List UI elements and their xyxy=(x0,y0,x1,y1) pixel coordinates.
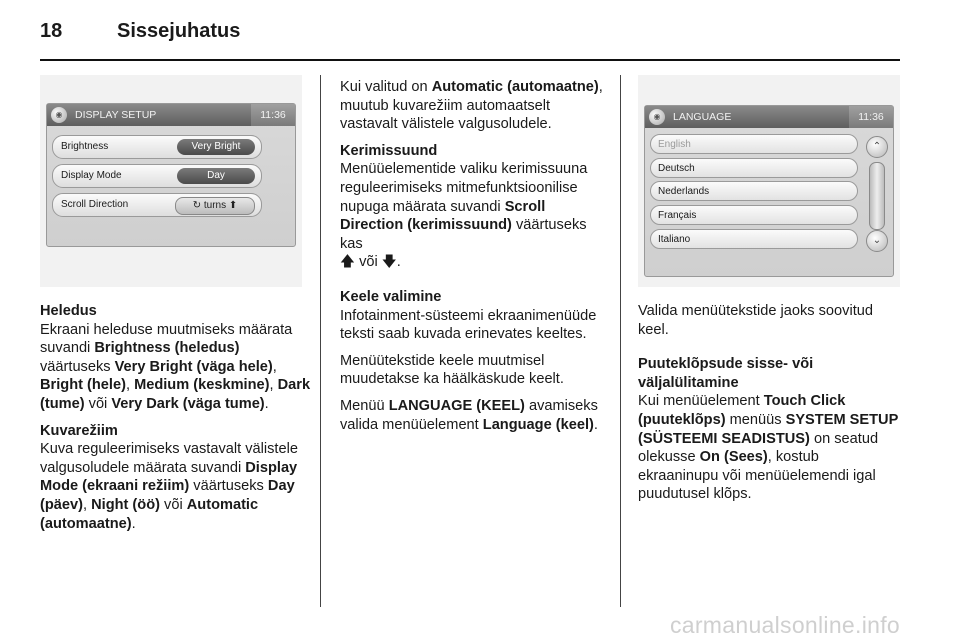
term: Medium (keskmine) xyxy=(134,377,270,394)
text: Kui valitud on xyxy=(340,79,432,95)
column-divider xyxy=(320,75,321,607)
display-setup-screen xyxy=(46,103,296,247)
page-number: 18 xyxy=(40,20,63,42)
menu-icon: ◉ xyxy=(649,109,665,125)
text: on seatud olekusse xyxy=(638,430,879,466)
heledus-section xyxy=(40,302,312,414)
text: , xyxy=(272,358,277,375)
touch-section xyxy=(638,355,903,504)
screen-time: 11:36 xyxy=(849,106,893,128)
column-3 xyxy=(638,302,903,512)
rotate-icon: ↻ xyxy=(192,200,204,211)
display-mode-row[interactable] xyxy=(52,164,262,188)
row-label: Display Mode xyxy=(61,170,122,181)
text: väärtuseks xyxy=(189,478,268,495)
text: , xyxy=(269,377,278,394)
row-value xyxy=(175,197,255,215)
text: , kostub ekraaninupu või menüüelemendi igal puudutusel klõps. xyxy=(638,449,876,503)
row-label: Scroll Direction xyxy=(61,199,129,210)
scrollbar[interactable] xyxy=(869,162,885,230)
text: . xyxy=(593,416,598,433)
term: Touch Click (puuteklõps) xyxy=(638,393,846,428)
term: Display Mode (ekraani režiim) xyxy=(40,459,298,495)
term: Night (öö) xyxy=(91,496,160,513)
heledus-heading: Heledus xyxy=(40,303,97,319)
text: Kui menüüelement xyxy=(638,393,764,410)
term: Dark (tume) xyxy=(40,377,311,412)
kerimissuund-section xyxy=(340,142,606,272)
watermark: carmanualsonline.info xyxy=(669,612,900,638)
text: väärtuseks kas xyxy=(340,217,587,252)
text: , muutub kuvarežiim automaatselt vastavalt välistele valgusoludele. xyxy=(340,79,603,133)
term: Very Dark (väga tume) xyxy=(111,395,265,412)
term: Scroll Direction (kerimissuund) xyxy=(340,198,546,234)
row-value: Very Bright xyxy=(177,139,255,155)
term: LANGUAGE (KEEL) xyxy=(388,397,525,414)
row-value-text: turns xyxy=(203,200,227,211)
header-rule xyxy=(40,59,900,61)
column-2 xyxy=(340,78,606,442)
language-screen xyxy=(644,105,894,277)
screen-title: DISPLAY SETUP xyxy=(75,109,157,121)
display-setup-illustration xyxy=(40,75,302,287)
language-item-nederlands[interactable]: Nederlands xyxy=(650,181,858,201)
language-item-english[interactable]: English xyxy=(650,134,858,154)
scroll-up-icon[interactable]: ⌃ xyxy=(866,136,888,158)
language-illustration xyxy=(638,75,900,287)
text: või xyxy=(159,496,187,513)
text: , xyxy=(125,377,135,394)
term: Day (päev) xyxy=(40,478,295,513)
text: . xyxy=(396,254,401,271)
screen-titlebar xyxy=(645,106,893,128)
text: Infotainment-süsteemi ekraanimenüüde teksti saab kuvada erinevates keeltes. xyxy=(340,307,597,343)
term: On (Sees) xyxy=(699,449,768,466)
term: Language (keel) xyxy=(482,416,594,433)
term: Very Bright (väga hele) xyxy=(114,358,273,375)
text: väärtuseks xyxy=(40,358,115,375)
keele-paragraph-3 xyxy=(340,397,606,434)
text: . xyxy=(131,515,136,532)
scroll-direction-row[interactable] xyxy=(52,193,262,217)
scroll-down-icon[interactable]: ⌄ xyxy=(866,230,888,252)
language-item-francais[interactable]: Français xyxy=(650,205,858,225)
text: või xyxy=(84,395,112,412)
kuvarezhiim-section xyxy=(40,422,312,534)
text: Menüüelementide valiku kerimissuuna reguleerimiseks mitmefunktsioonilise nupuga määrata suvandi xyxy=(340,161,588,215)
column-divider xyxy=(620,75,621,607)
valida-paragraph: Valida menüütekstide jaoks soovitud keel. xyxy=(638,303,873,338)
text: Kuva reguleerimiseks vastavalt välistele valgusoludele määrata suvandi xyxy=(40,441,298,476)
brightness-row[interactable] xyxy=(52,135,262,159)
touch-heading: Puuteklõpsude sisse- või väljalülitamine xyxy=(638,356,814,391)
keele-heading: Keele valimine xyxy=(340,288,442,305)
screen-titlebar xyxy=(47,104,295,126)
arrow-up-icon: ⬆ xyxy=(226,200,238,211)
screen-time: 11:36 xyxy=(251,104,295,126)
kerimissuund-heading: Kerimissuund xyxy=(340,142,438,159)
text: . xyxy=(264,395,269,412)
text: Menüü xyxy=(340,397,389,414)
column-1 xyxy=(40,302,312,541)
language-item-deutsch[interactable]: Deutsch xyxy=(650,158,858,178)
text: menüüs xyxy=(725,411,786,428)
term: Automatic (automaatne) xyxy=(40,496,259,532)
arrow-down-icon: 🡇 xyxy=(381,254,397,271)
screen-title: LANGUAGE xyxy=(673,111,732,123)
language-item-italiano[interactable]: Italiano xyxy=(650,229,858,249)
arrow-up-icon: 🡅 xyxy=(340,254,356,271)
text: Ekraani heleduse muutmiseks määrata suvandi xyxy=(40,321,293,357)
row-label: Brightness xyxy=(61,141,109,152)
kuvarezhiim-heading: Kuvarežiim xyxy=(40,422,118,439)
text: avamiseks valida menüüelement xyxy=(340,397,598,433)
term: SYSTEM SETUP (SÜSTEEMI SEADISTUS) xyxy=(638,411,899,447)
term: Bright (hele) xyxy=(40,377,126,394)
term: Brightness (heledus) xyxy=(94,340,240,357)
page-title: Sissejuhatus xyxy=(117,20,241,42)
text: , xyxy=(82,496,92,513)
menu-icon: ◉ xyxy=(51,107,67,123)
keele-paragraph-2: Menüütekstide keele muutmisel muudetakse ka häälkäskude keelt. xyxy=(340,352,564,388)
keele-section xyxy=(340,288,606,344)
text: või xyxy=(355,254,382,271)
automatic-paragraph xyxy=(340,78,606,134)
term: Automatic (automaatne) xyxy=(431,79,599,95)
row-value: Day xyxy=(177,168,255,184)
